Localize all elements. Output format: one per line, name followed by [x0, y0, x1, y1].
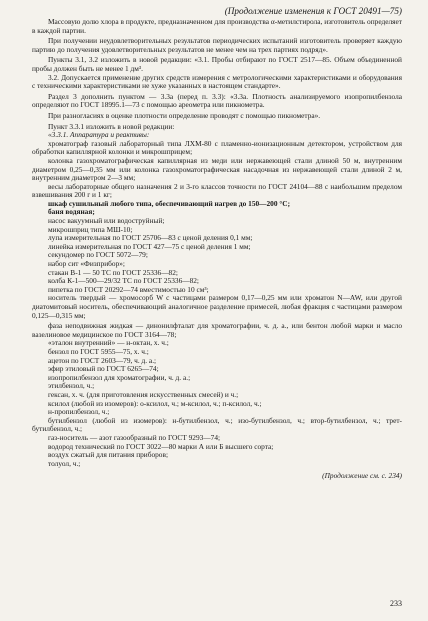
list-item: набор сит «Физприбор»; — [48, 259, 125, 269]
list-item: толуол, ч.; — [48, 458, 81, 468]
paragraph: Раздел 3 дополнить пунктом — 3.3а (перед п. 3.3): «3.3а. Плотность анализируемого изопропилбензола определяют по ГОСТ 18995.1—73 с помощью ареометра или пикнометра. — [32, 91, 402, 110]
list-item: «эталон внутренний» — н-октан, х. ч.; — [48, 338, 169, 348]
section-heading: «3.3.1. Аппаратура и реактивы: — [48, 130, 150, 140]
list-item: лупа измерительная по ГОСТ 25706—83 с ценой деления 0,1 мм; — [48, 233, 253, 243]
list-item: н-пропилбензол, ч.; — [48, 407, 110, 417]
list-item: весы лабораторные общего назначения 2 и 3-го классов точности по ГОСТ 24104—88 с наибольшим пределом взвешивания 200 г и 1 кг; — [32, 181, 402, 200]
page-number: 233 — [390, 599, 402, 608]
list-item: ксилол (любой из изомеров): о-ксилол, ч.; м-ксилол, ч.; п-ксилол, ч.; — [48, 398, 262, 408]
paragraph: 3.2. Допускается применение других средств измерения с метрологическими характеристиками и оборудования с техническими характеристиками не хуже указанных в настоящем стандарте». — [32, 72, 402, 91]
list-item: насос вакуумный или водоструйный; — [48, 216, 165, 226]
paragraph: Пункт 3.3.1 изложить в новой редакции: — [48, 121, 175, 131]
list-item: гексан, х. ч. (для приготовления искусственных смесей) и ч.; — [48, 389, 239, 399]
list-item: воздух сжатый для питания приборов; — [48, 450, 168, 460]
list-item: эфир этиловый по ГОСТ 6265—74; — [48, 364, 159, 374]
paragraph: Массовую долю хлора в продукте, предназначенном для производства α-метилстирола, изготовитель определяет в каждой партии. — [32, 17, 402, 35]
list-item: колонка газохроматографическая капиллярная из меди или нержавеющей стали длиной 50 м, внутренним диаметром 0,25—0,35 мм или колонка газохроматографическая насадочная из нержавеющей стали длиной 2 м, внутренним диаметром 2—3 мм; — [32, 155, 402, 183]
list-item: линейка измерительная по ГОСТ 427—75 с ценой деления 1 мм; — [48, 241, 251, 251]
list-item: водород технический по ГОСТ 3022—80 марки А или Б высшего сорта; — [48, 441, 274, 451]
list-item: фаза неподвижная жидкая — динонилфталат для хроматографии, ч. д. а., или бентон любой марки и масло вазелиновое медицинское по ГОСТ 3164—78; — [32, 321, 402, 339]
list-item: колба К-1—500—29/32 ТС по ГОСТ 25336—82; — [48, 276, 199, 286]
continuation-note: (Продолжение см. с. 234) — [322, 471, 402, 481]
list-item: шкаф сушильный любого типа, обеспечивающий нагрев до 150—200 °С; — [48, 198, 291, 208]
list-item: хроматограф газовый лабораторный типа ЛХМ-80 с пламенно-ионизационным детектором, устройством для обработки капиллярной колонки и микрошприцем; — [32, 138, 402, 157]
paragraph: При получении неудовлетворительных результатов периодических испытаний изготовитель проверяет каждую партию до получения удовлетворительных результатов не менее чем на трех партиях подряд». — [32, 36, 402, 54]
list-item: носитель твердый — хромосорб W с частицами размером 0,17—0,25 мм или хроматон N—AW, или другой диатомитовый носитель, обеспечивающий аналогичное разделение примесей, любая фракция с частицами размером 0,125—0,315 мм; — [32, 293, 402, 320]
list-item: ацетон по ГОСТ 2603—79, ч. д. а.; — [48, 355, 157, 365]
list-item: газ-носитель — азот газообразный по ГОСТ 9293—74; — [48, 432, 221, 442]
paragraph: При разногласиях в оценке плотности определение проводят с помощью пикнометра». — [48, 110, 321, 120]
paragraph: Пункты 3.1, 3.2 изложить в новой редакции: «3.1. Пробы отбирают по ГОСТ 2517—85. Объем объединенной пробы должен быть не менее 1 дм³. — [32, 55, 402, 73]
list-item: микрошприц типа МШ-10; — [48, 224, 133, 234]
list-item: пипетка по ГОСТ 20292—74 вместимостью 10 см³; — [48, 284, 209, 294]
list-item: секундомер по ГОСТ 5072—79; — [48, 250, 148, 260]
list-item: бутилбензол (любой из изомеров): н-бутилбензол, ч.; изо-бутилбензол, ч.; втор-бутилбензол, ч.; трет-бутилбензол, ч.; — [32, 415, 402, 434]
list-item: стакан В-1 — 50 ТС по ГОСТ 25336—82; — [48, 267, 178, 277]
list-item: этилбензол, ч.; — [48, 381, 95, 391]
list-item: баня водяная; — [48, 207, 95, 217]
list-item: изопропилбензол для хроматографии, ч. д. а.; — [48, 372, 191, 382]
page-header: (Продолжение изменения к ГОСТ 20491—75) — [224, 6, 402, 16]
list-item: бензол по ГОСТ 5955—75, х. ч.; — [48, 346, 149, 356]
